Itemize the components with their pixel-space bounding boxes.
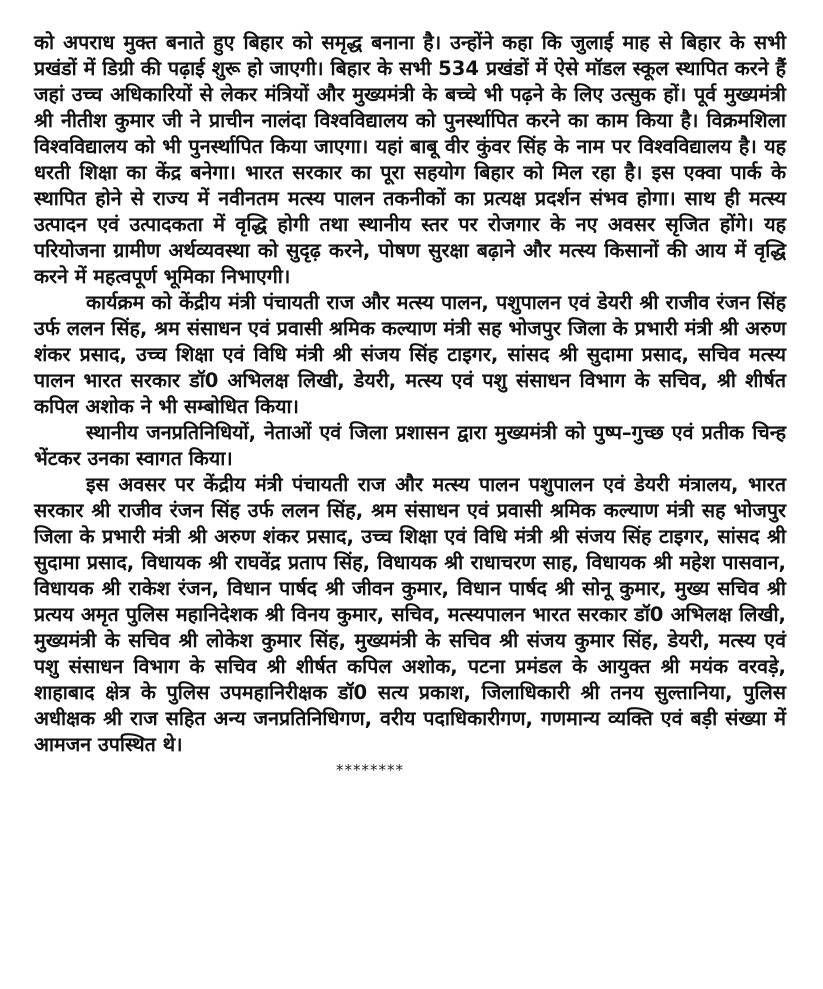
paragraph-welcome: स्थानीय जनप्रतिनिधियों, नेताओं एवं जिला प्रशासन द्वारा मुख्यमंत्री को पुष्प–गुच्छ एवं प्रतीक चिन्ह भेंटकर उनका स्वागत किया। [34,421,786,470]
end-marker: ******** [336,761,404,779]
paragraph-attendees: इस अवसर पर केंद्रीय मंत्री पंचायती राज और मत्स्य पालन पशुपालन एवं डेयरी मंत्रालय, भारत सरकार श्री राजीव रंजन सिंह उर्फ ललन सिंह, श्रम संसाधन एवं प्रवासी श्रमिक कल्याण मंत्री सह भोजपुर जिला के प्रभारी मंत्री श्री अरुण शंकर प्रसाद, उच्च शिक्षा एवं विधि मंत्री श्री संजय सिंह टाइगर, सांसद श्री सुदामा प्रसाद, विधायक श्री राघवेंद्र प्रताप सिंह, विधायक श्री राधाचरण साह, विधायक श्री महेश पासवान, विधायक श्री राकेश रंजन, विधान पार्षद श्री जीवन कुमार, विधान पार्षद श्री सोनू कुमार, मुख्य सचिव श्री प्रत्यय अमृत पुलिस महानिदेशक श्री विनय कुमार, सचिव, मत्स्यपालन भारत सरकार डॉ0 अभिलक्ष लिखी, मुख्यमंत्री के सचिव श्री लोकेश कुमार सिंह, मुख्यमंत्री के सचिव श्री संजय कुमार सिंह, डेयरी, मत्स्य एवं पशु संसाधन विभाग के सचिव श्री शीर्षत कपिल अशोक, पटना प्रमंडल के आयुक्त श्री मयंक वरवड़े, शाहाबाद क्षेत्र के पुलिस उपमहानिरीक्षक डॉ0 सत्य प्रकाश, जिलाधिकारी श्री तनय सुल्तानिया, पुलिस अधीक्षक श्री राज सहित अन्य जनप्रतिनिधिगण, वरीय पदाधिकारीगण, गणमान्य व्यक्ति एवं बड़ी संख्या में आमजन उपस्थित थे। [34,473,786,756]
paragraph-addressed-by: कार्यक्रम को केंद्रीय मंत्री पंचायती राज और मत्स्य पालन, पशुपालन एवं डेयरी श्री राजीव रंजन सिंह उर्फ ललन सिंह, श्रम संसाधन एवं प्रवासी श्रमिक कल्याण मंत्री सह भोजपुर जिला के प्रभारी मंत्री श्री अरुण शंकर प्रसाद, उच्च शिक्षा एवं विधि मंत्री श्री संजय सिंह टाइगर, सांसद श्री सुदामा प्रसाद, सचिव मत्स्य पालन भारत सरकार डॉ0 अभिलक्ष लिखी, डेयरी, मत्स्य एवं पशु संसाधन विभाग के सचिव, श्री शीर्षत कपिल अशोक ने भी सम्बोधित किया। [34,291,786,418]
press-release-page [34,30,786,780]
paragraph-development-vision: को अपराध मुक्त बनाते हुए बिहार को समृद्ध बनाना है। उन्होंने कहा कि जुलाई माह से बिहार के सभी प्रखंडों में डिग्री की पढ़ाई शुरू हो जाएगी। बिहार के सभी 534 प्रखंडों में ऐसे मॉडल स्कूल स्थापित करने हैं जहां उच्च अधिकारियों से लेकर मंत्रियों और मुख्यमंत्री के बच्चे भी पढ़ने के लिए उत्सुक हों। पूर्व मुख्यमंत्री श्री नीतीश कुमार जी ने प्राचीन नालंदा विश्वविद्यालय को पुनर्स्थापित करने का काम किया है। विक्रमशिला विश्वविद्यालय को भी पुनर्स्थापित किया जाएगा। यहां बाबू वीर कुंवर सिंह के नाम पर विश्वविद्यालय है। यह धरती शिक्षा का केंद्र बनेगा। भारत सरकार का पूरा सहयोग बिहार को मिल रहा है। इस एक्वा पार्क के स्थापित होने से राज्य में नवीनतम मत्स्य पालन तकनीकों का प्रत्यक्ष प्रदर्शन संभव होगा। साथ ही मत्स्य उत्पादन एवं उत्पादकता में वृद्धि होगी तथा स्थानीय स्तर पर रोजगार के नए अवसर सृजित होंगे। यह परियोजना ग्रामीण अर्थव्यवस्था को सुदृढ़ करने, पोषण सुरक्षा बढ़ाने और मत्स्य किसानों की आय में वृद्धि करने में महत्वपूर्ण भूमिका निभाएगी। [34,31,786,288]
